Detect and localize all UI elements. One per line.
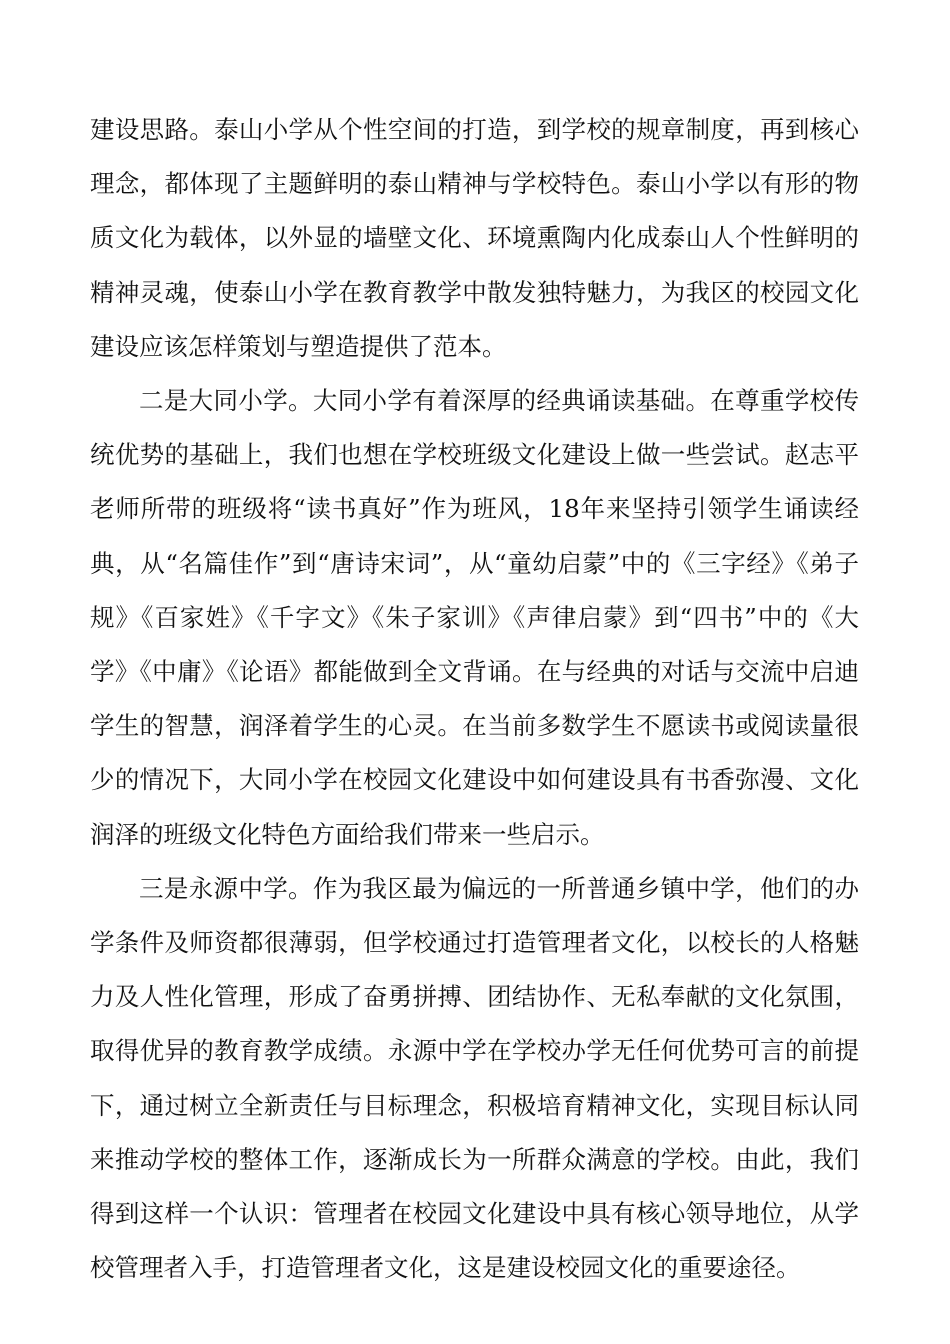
paragraph-taishan-continuation: 建设思路。泰山小学从个性空间的打造，到学校的规章制度，再到核心理念，都体现了主题鲜明的泰山精神与学校特色。泰山小学以有形的物质文化为载体，以外显的墙壁文化、环境熏陶内化成泰山人个性鲜明的精神灵魂，使泰山小学在教育教学中散发独特魅力，为我区的校园文化建设应该怎样策划与塑造提供了范本。 [90, 115, 859, 361]
paragraph-yongyuan-middle: 三是永源中学。作为我区最为偏远的一所普通乡镇中学，他们的办学条件及师资都很薄弱，但学校通过打造管理者文化，以校长的人格魅力及人性化管理，形成了奋勇拼搏、团结协作、无私奉献的文化氛围，取得优异的教育教学成绩。永源中学在学校办学无任何优势可言的前提下，通过树立全新责任与目标理念，积极培育精神文化，实现目标认同来推动学校的整体工作，逐渐成长为一所群众满意的学校。由此，我们得到这样一个认识：管理者在校园文化建设中具有核心领导地位，从学校管理者入手，打造管理者文化，这是建设校园文化的重要途径。 [90, 873, 859, 1283]
paragraph-datong-primary: 二是大同小学。大同小学有着深厚的经典诵读基础。在尊重学校传统优势的基础上，我们也想在学校班级文化建设上做一些尝试。赵志平老师所带的班级将“读书真好”作为班风，18年来坚持引领学生诵读经典，从“名篇佳作”到“唐诗宋词”，从“童幼启蒙”中的《三字经》《弟子规》《百家姓》《千字文》《朱子家训》《声律启蒙》到“四书”中的《大学》《中庸》《论语》都能做到全文背诵。在与经典的对话与交流中启迪学生的智慧，润泽着学生的心灵。在当前多数学生不愿读书或阅读量很少的情况下，大同小学在校园文化建设中如何建设具有书香弥漫、文化润泽的班级文化特色方面给我们带来一些启示。 [90, 386, 859, 849]
document-body [90, 103, 859, 1295]
